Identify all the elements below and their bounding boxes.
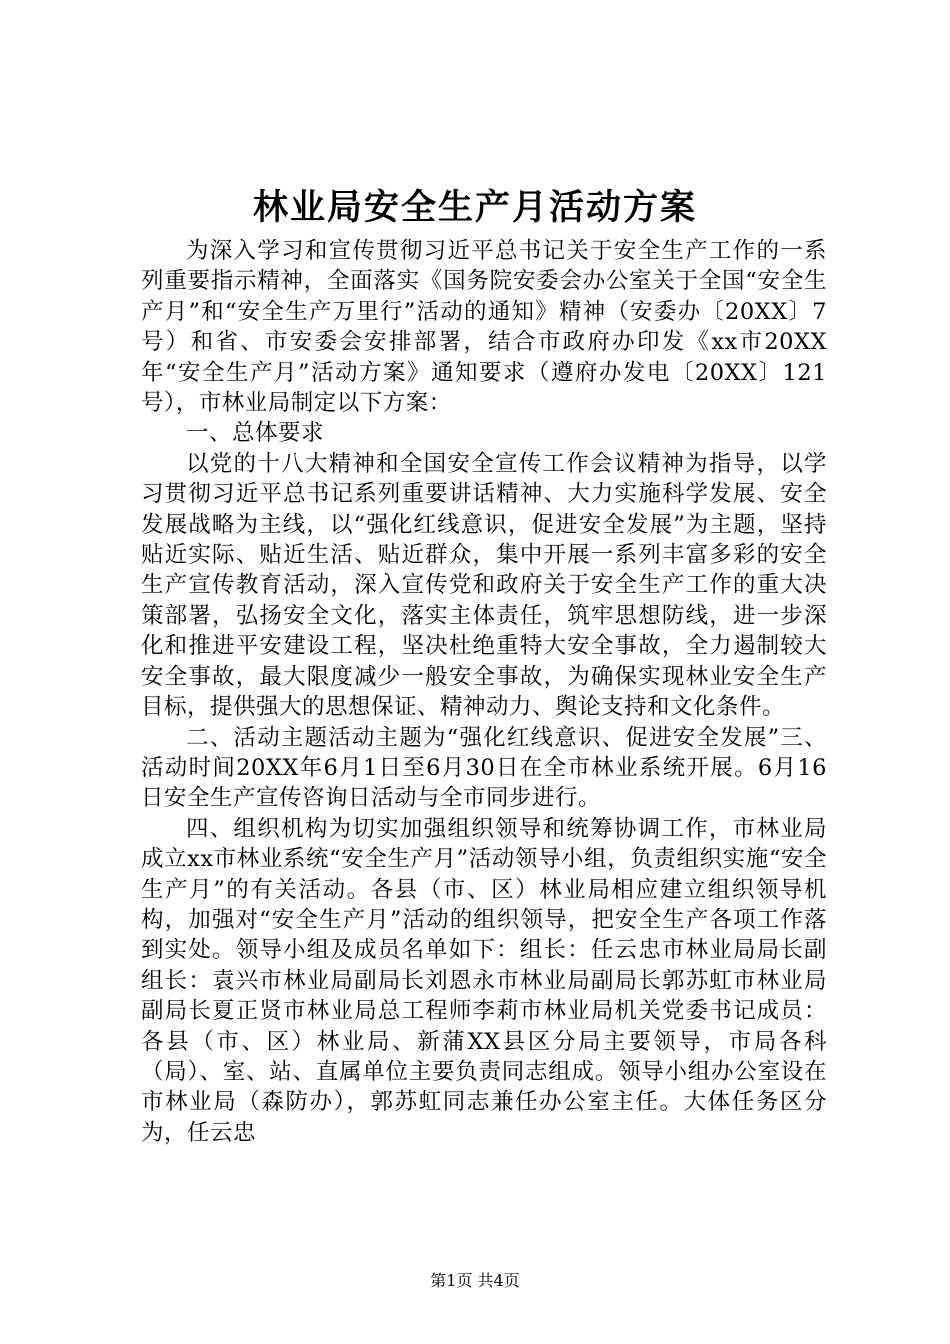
paragraph-organization: 四、组织机构为切实加强组织领导和统筹协调工作，市林业局成立xx市林业系统“安全生产月”活动领导小组，负责组织实施“安全生产月”的有关活动。各县（市、区）林业局相应建立组织领导机构，加强对“安全生产月”活动的组织领导，把安全生产各项工作落到实处。领导小组及成员名单如下：组长：任云忠市林业局局长副组长：袁兴市林业局副局长刘恩永市林业局副局长郭苏虹市林业局副局长夏正贤市林业局总工程师李莉市林业局机关党委书记成员：各县（市、区）林业局、新蒲XX县区分局主要领导，市局各科（局）、室、站、直属单位主要负责同志组成。领导小组办公室设在市林业局（森防办），郭苏虹同志兼任办公室主任。大体任务区分为，任云忠	[141, 815, 827, 1146]
document-body	[141, 236, 827, 1148]
paragraph-general-requirements: 以党的十八大精神和全国安全宣传工作会议精神为指导，以学习贯彻习近平总书记系列重要讲话精神、大力实施科学发展、安全发展战略为主线，以“强化红线意识，促进安全发展”为主题，坚持贴近实际、贴近生活、贴近群众，集中开展一系列丰富多彩的安全生产宣传教育活动，深入宣传党和政府关于安全生产工作的重大决策部署，弘扬安全文化，落实主体责任，筑牢思想防线，进一步深化和推进平安建设工程，坚决杜绝重特大安全事故，全力遏制较大安全事故，最大限度减少一般安全事故，为确保实现林业安全生产目标，提供强大的思想保证、精神动力、舆论支持和文化条件。	[141, 450, 827, 721]
section-heading-general-requirements: 一、总体要求	[186, 420, 325, 447]
page-footer: 第1页 共4页	[430, 1271, 520, 1290]
paragraph-theme-and-time: 二、活动主题活动主题为“强化红线意识、促进安全发展”三、活动时间20XX年6月1日至6月30日在全市林业系统开展。6月16日安全生产宣传咨询日活动与全市同步进行。	[141, 724, 827, 812]
document-title: 林业局安全生产月活动方案	[252, 187, 697, 228]
paragraph-intro: 为深入学习和宣传贯彻习近平总书记关于安全生产工作的一系列重要指示精神，全面落实《国务院安委会办公室关于全国“安全生产月”和“安全生产万里行”活动的通知》精神（安委办〔20XX〕7号）和省、市安委会安排部署，结合市政府办印发《xx市20XX年“安全生产月”活动方案》通知要求（遵府办发电〔20XX〕121号），市林业局制定以下方案：	[141, 238, 827, 417]
